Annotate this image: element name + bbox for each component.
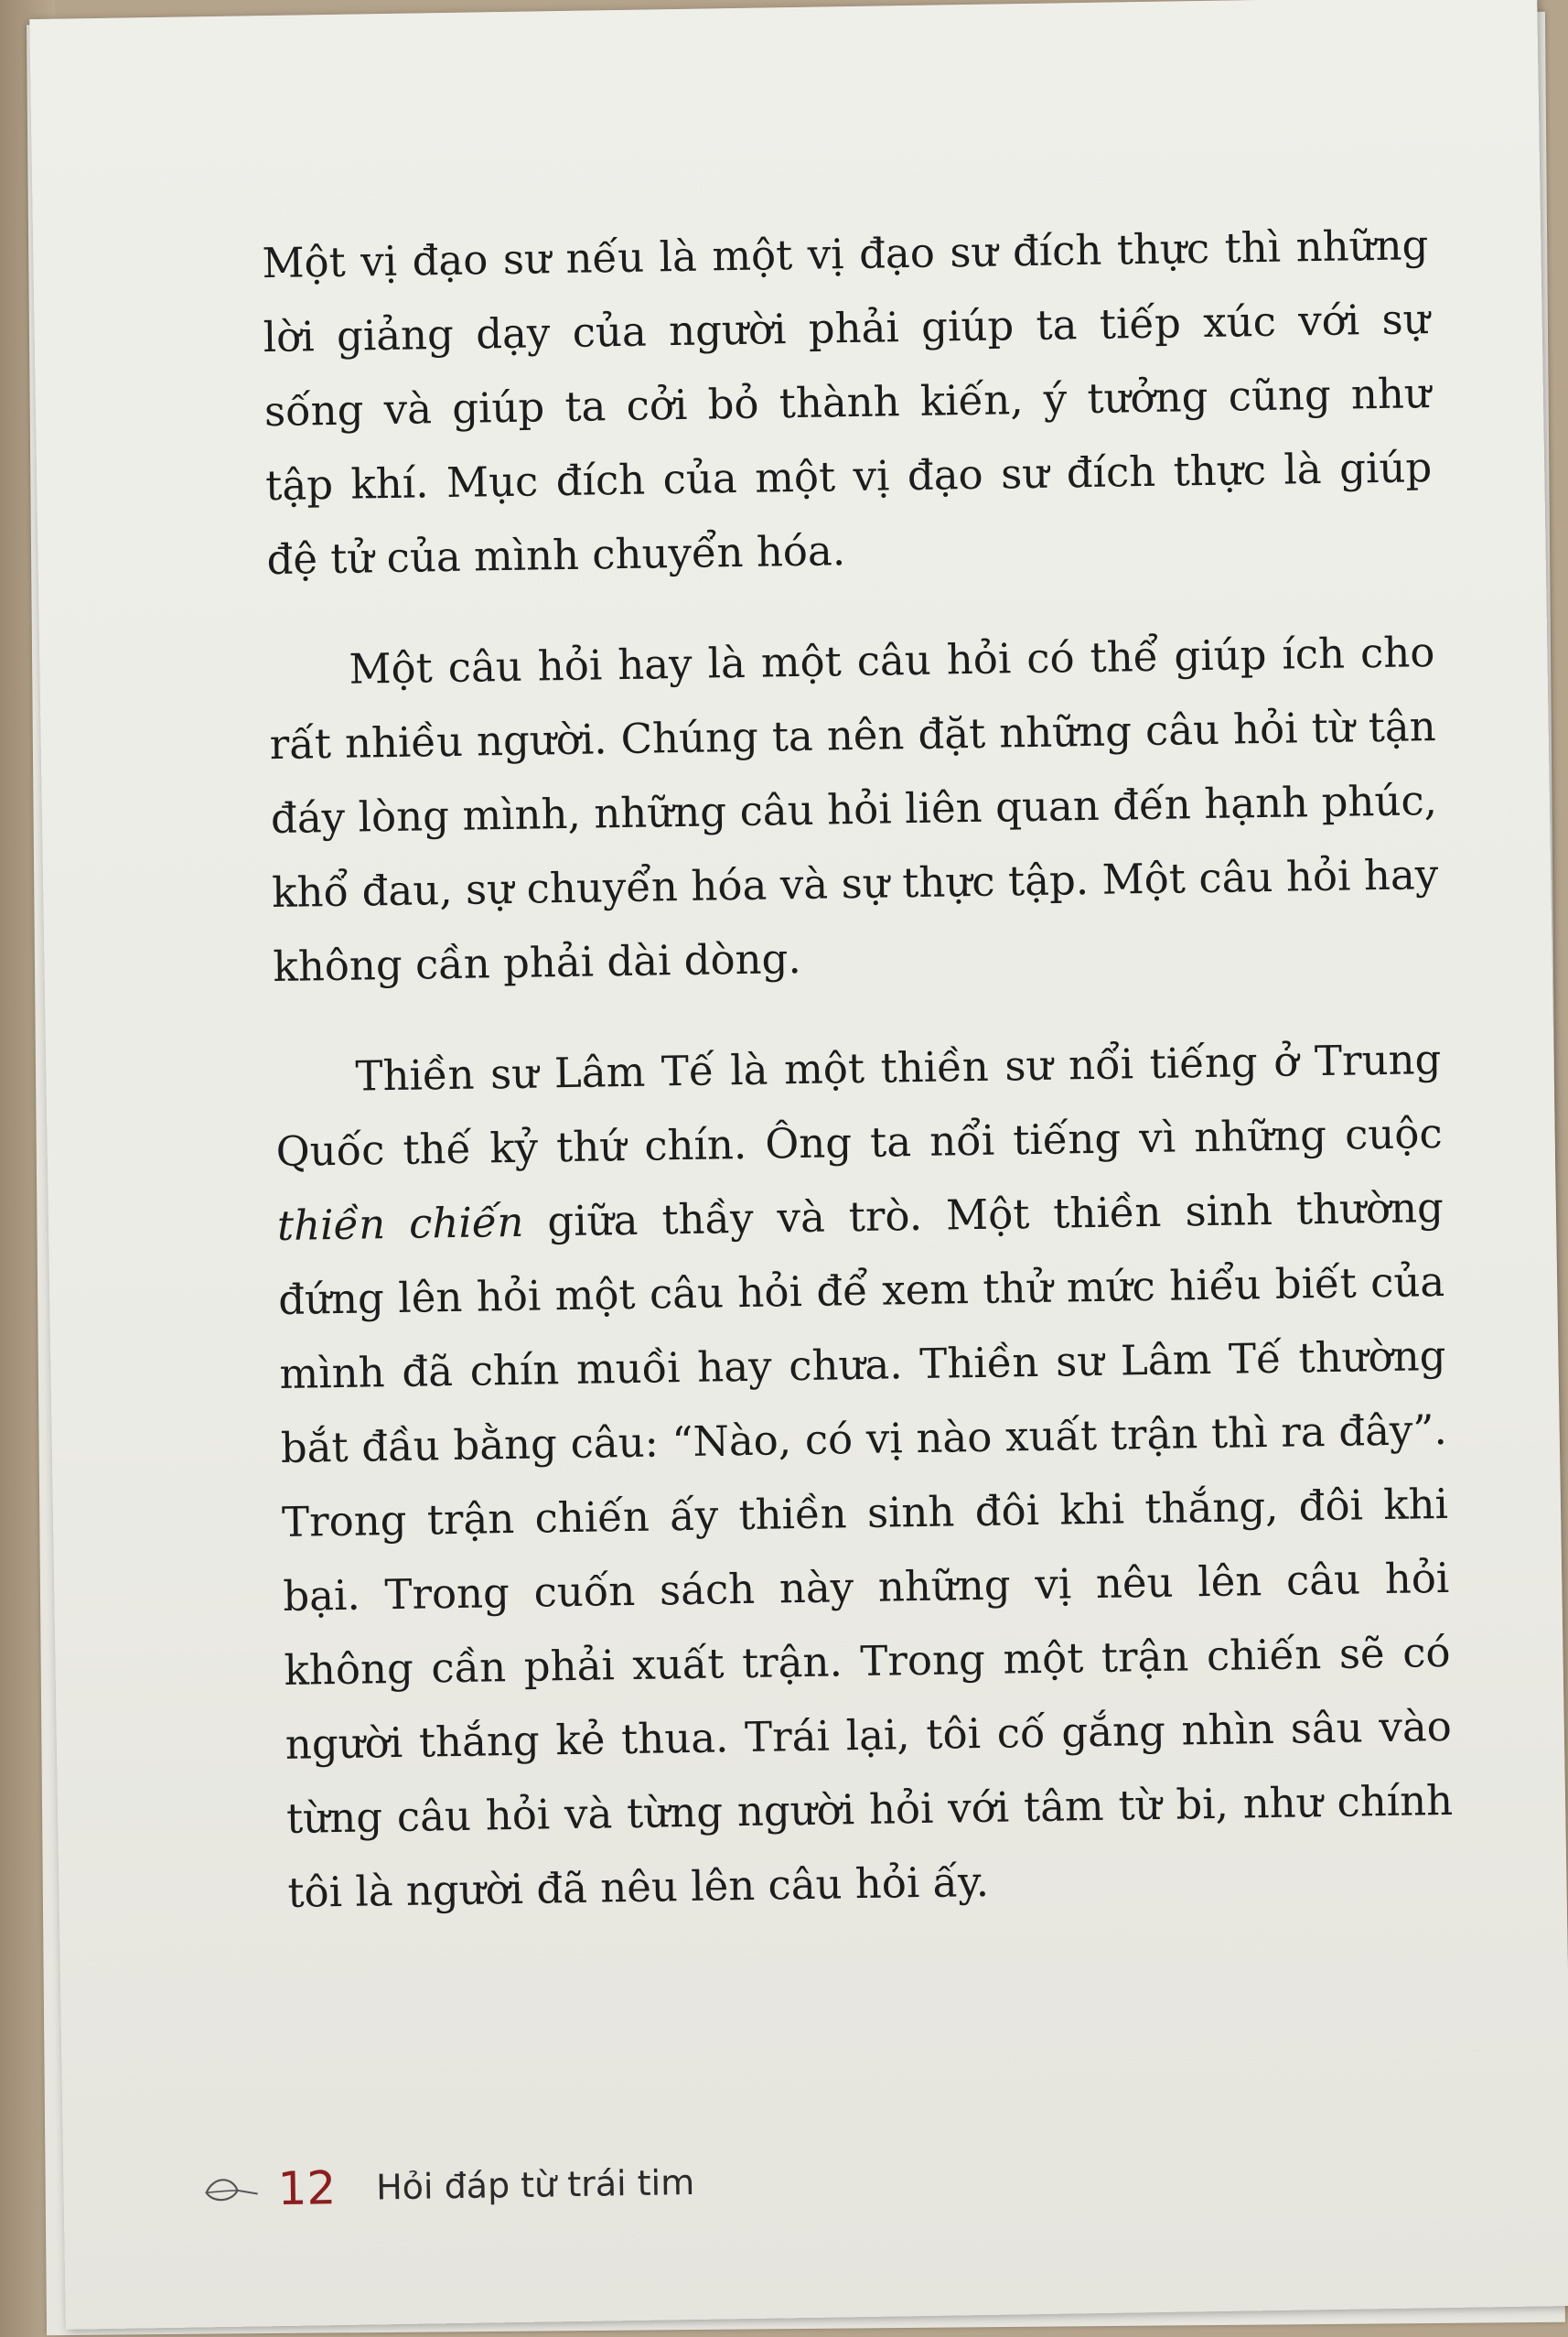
page-number: 12 <box>277 2161 337 2216</box>
paragraph-3-text-b: giữa thầy và trò. Một thiền sinh thường đứng lên hỏi một câu hỏi để xem thử mức hiểu biết của mình đã chín muồi hay chưa. Thiền sư Lâm Tế thường bắt đầu bằng câu: “Nào, có vị nào xuất trận thì ra đây”. Trong trận chiến ấy thiền sinh đôi khi thắng, đôi khi bại. Trong cuốn sách này những vị nêu lên câu hỏi không cần phải xuất trận. Trong một trận chiến sẽ có người thắng kẻ thua. Trái lại, tôi cố gắng nhìn sâu vào từng câu hỏi và từng người hỏi với tâm từ bi, như chính tôi là người đã nêu lên câu hỏi ấy. <box>277 1182 1454 1917</box>
page-body <box>262 208 1455 1966</box>
paragraph-1-text: Một vị đạo sư nếu là một vị đạo sư đích thực thì những lời giảng dạy của người phải giúp ta tiếp xúc với sự sống và giúp ta cởi bỏ thành kiến, ý tưởng cũng như tập khí. Mục đích của một vị đạo sư đích thực là giúp đệ tử của mình chuyển hóa. <box>262 221 1433 585</box>
paragraph-3 <box>274 1022 1455 1930</box>
book-page <box>29 0 1568 2330</box>
running-title: Hỏi đáp từ trái tim <box>375 2161 695 2208</box>
paragraph-2 <box>268 615 1440 1004</box>
paragraph-3-text-a: Thiền sư Lâm Tế là một thiền sư nổi tiếng ở Trung Quốc thế kỷ thứ chín. Ông ta nổi tiếng vì những cuộc <box>275 1035 1443 1177</box>
paragraph-1 <box>262 208 1434 597</box>
leaf-icon <box>200 2166 262 2213</box>
paragraph-3-italic-term: thiền chiến <box>276 1197 524 1251</box>
page-footer <box>200 2150 695 2222</box>
paragraph-2-text: Một câu hỏi hay là một câu hỏi có thể giúp ích cho rất nhiều người. Chúng ta nên đặt những câu hỏi từ tận đáy lòng mình, những câu hỏi liên quan đến hạnh phúc, khổ đau, sự chuyển hóa và sự thực tập. Một câu hỏi hay không cần phải dài dòng. <box>269 628 1439 992</box>
